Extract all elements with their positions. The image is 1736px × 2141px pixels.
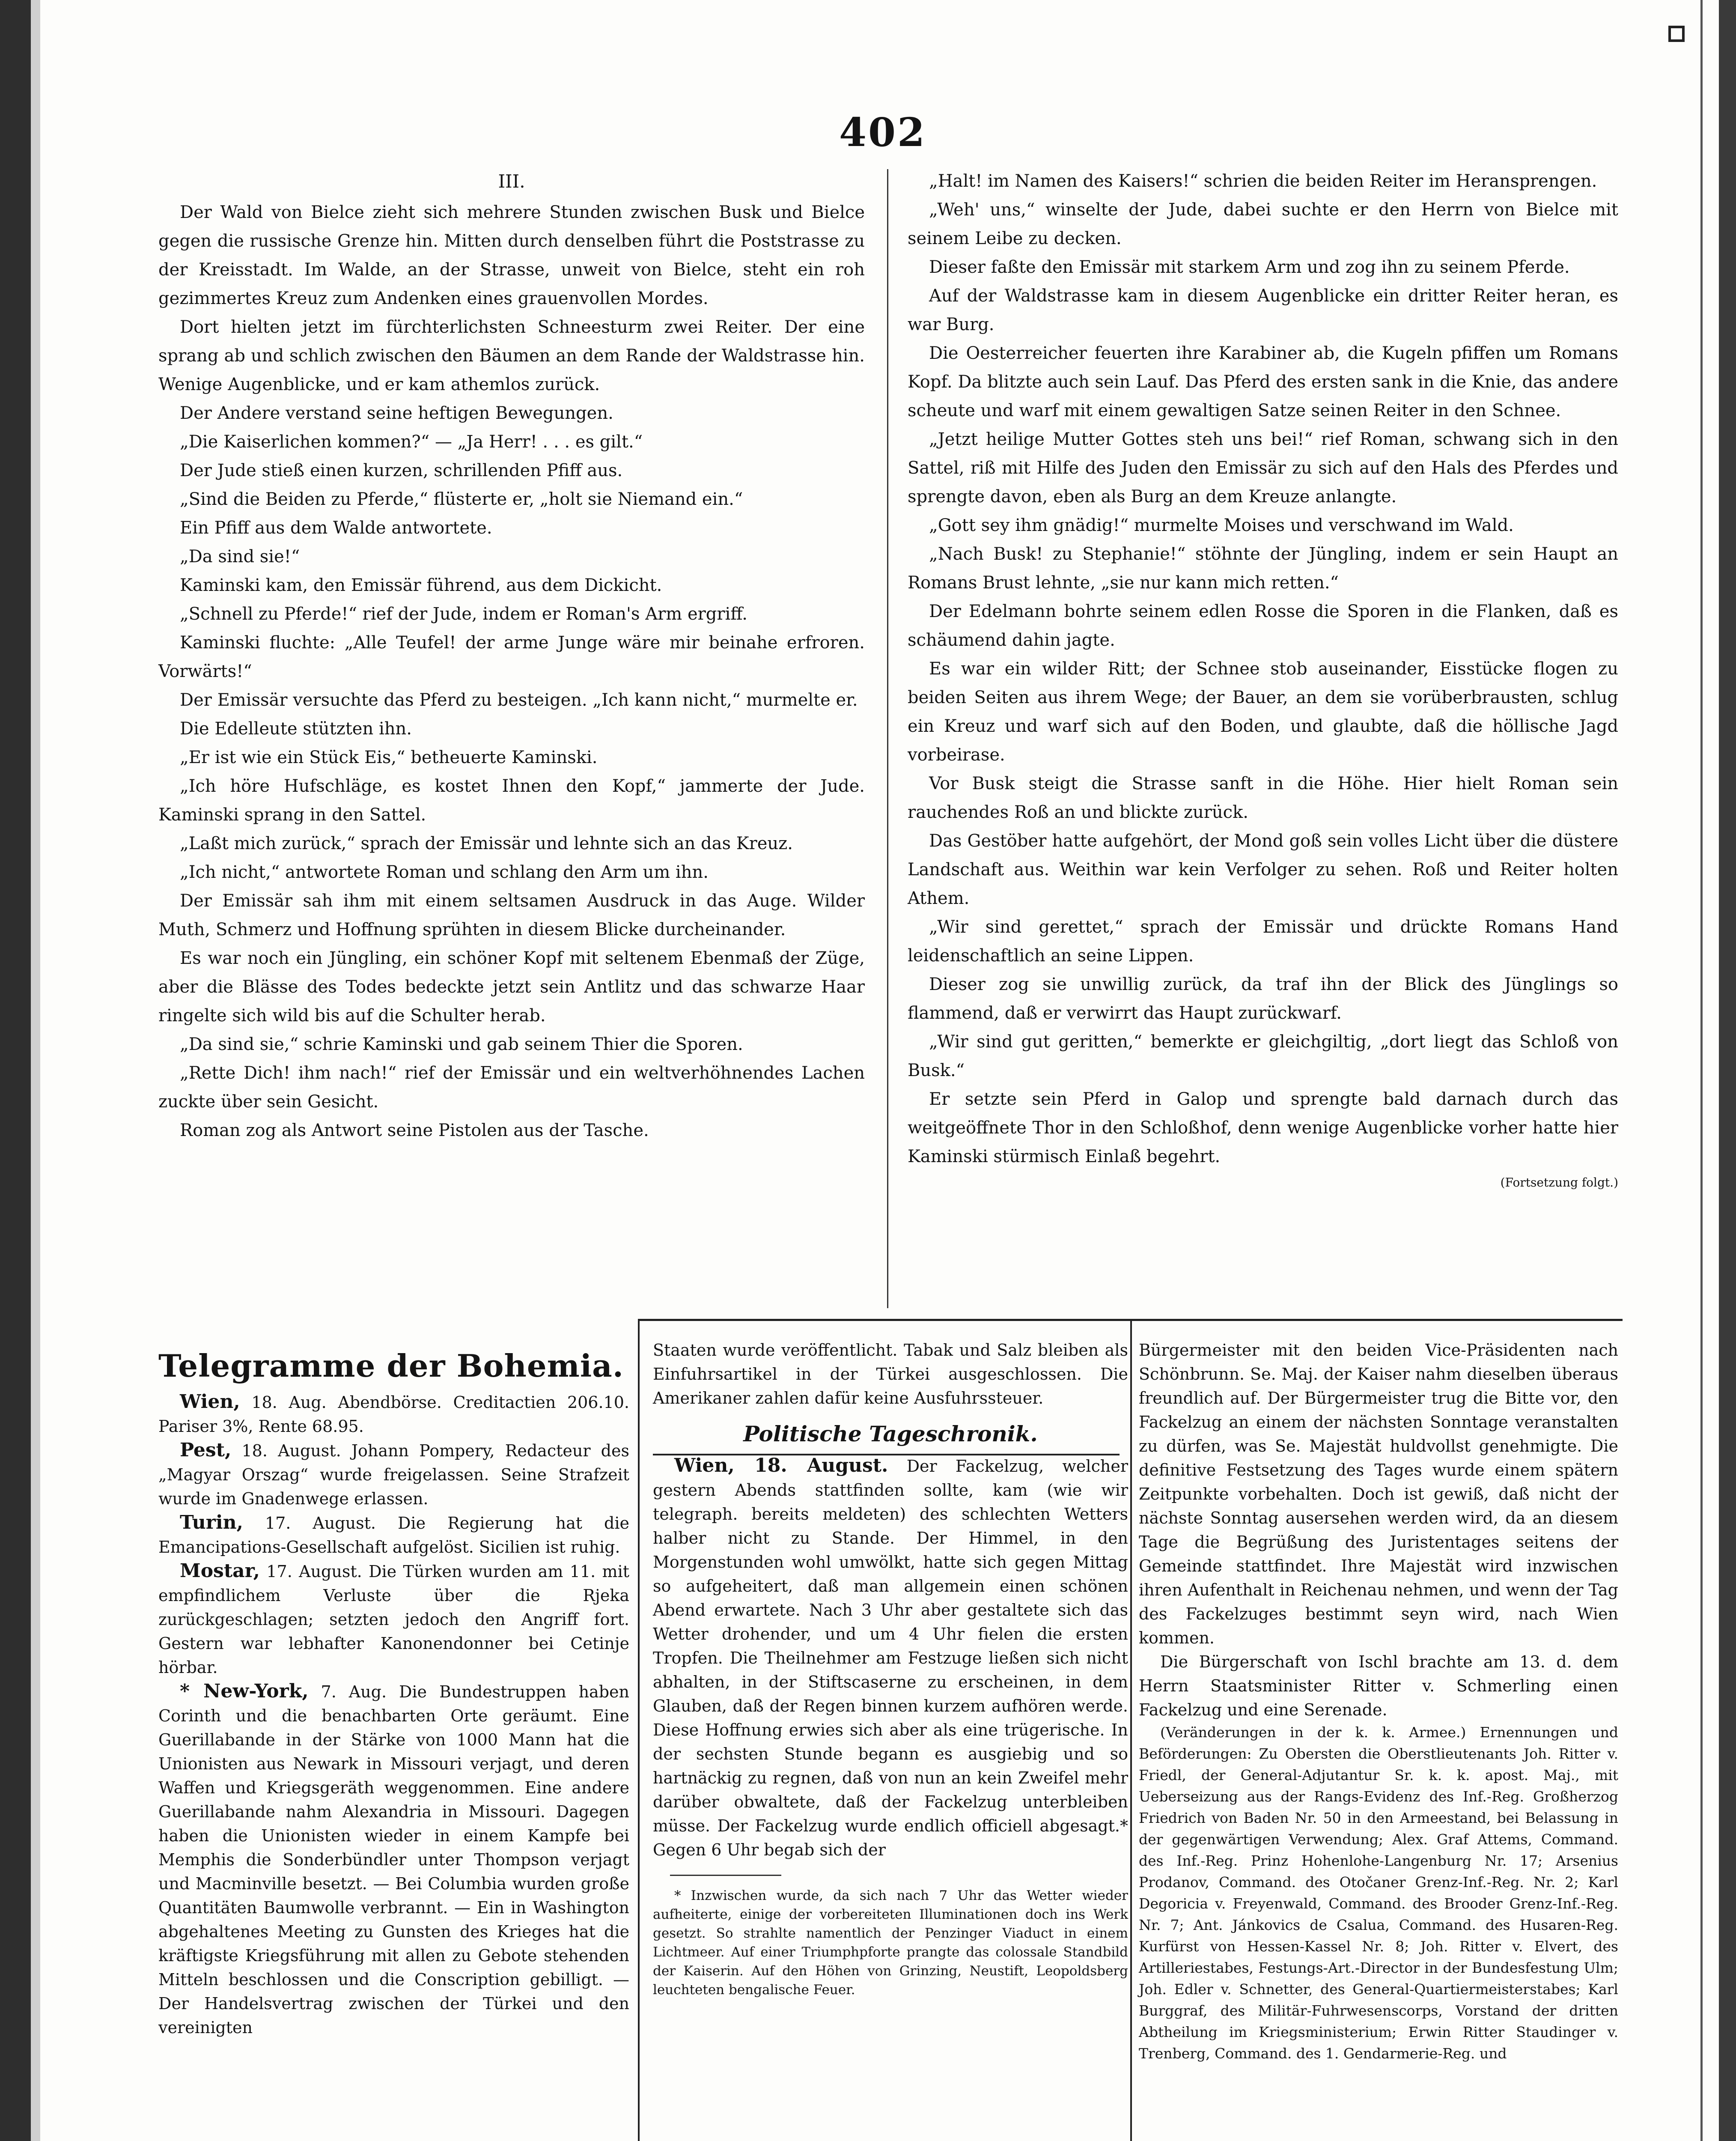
- story-paragraph: „Laßt mich zurück,“ sprach der Emissär und lehnte sich an das Kreuz.: [180, 834, 793, 853]
- story-paragraph: Der Edelmann bohrte seinem edlen Rosse die Sporen in die Flanken, daß es schäumend dahin jagte.: [908, 602, 1618, 650]
- telegram-list: [158, 1390, 629, 2040]
- news-right-column: [1139, 1338, 1618, 2064]
- story-paragraph: „Er ist wie ein Stück Eis,“ betheuerte Kaminski.: [180, 748, 598, 767]
- story-paragraph: Das Gestöber hatte aufgehört, der Mond goß sein volles Licht über die düstere Landschaft aus. Weithin war kein Verfolger zu sehen. Roß und Reiter holten Athem.: [908, 831, 1618, 908]
- scan-edge-left: [0, 0, 31, 2141]
- story-right-column: [908, 167, 1618, 1197]
- story-paragraph: Dort hielten jetzt im fürchterlichsten Schneesturm zwei Reiter. Der eine sprang ab und schlich zwischen den Bäumen an dem Rande der Waldstrasse hin. Wenige Augenblicke, und er kam athemlos zurück.: [158, 317, 865, 394]
- story-paragraph: Vor Busk steigt die Strasse sanft in die Höhe. Hier hielt Roman sein rauchendes Roß an und blickte zurück.: [908, 774, 1618, 822]
- story-paragraph: Auf der Waldstrasse kam in diesem Augenblicke ein dritter Reiter heran, es war Burg.: [908, 286, 1618, 334]
- registration-mark: [1668, 26, 1685, 42]
- telegram-item: [158, 1679, 629, 2040]
- news-paragraph-3: (Veränderungen in der k. k. Armee.) Ernennungen und Beförderungen: Zu Obersten die Oberstlieutenants Joh. Ritter v. Friedl, der General-Adjutantur Sr. k. k. apost. Maj., mit Ueberseizung aus der Rangs-Evidenz des Inf.-Reg. Großherzog Friedrich von Baden Nr. 50 in den Armeestand, bei Belassung in der gegenwärtigen Verwendung; Alex. Graf Attems, Command. des Inf.-Reg. Prinz Hohenlohe-Langenburg Nr. 17; Arsenius Prodanov, Command. des Otočaner Grenz-Inf.-Reg. Nr. 2; Karl Degoricia v. Freyenwald, Command. des Brooder Grenz-Inf.-Reg. Nr. 7; Ant. Jánkovics de Csalua, Command. des Husaren-Reg. Kurfürst von Hessen-Kassel Nr. 8; Joh. Ritter v. Elvert, des Artilleriestabes, Festungs-Art.-Director in der Bundesfestung Ulm; Joh. Edler v. Schnetter, des General-Quartiermeisterstabes; Karl Burggraf, des Militär-Fuhrwesenscorps, Vorstand der dritten Abtheilung im Kriegsministerium; Erwin Ritter Staudinger v. Trenberg, Command. des 1. Gendarmerie-Reg. und: [1139, 1724, 1618, 2062]
- chronik-heading: Politische Tageschronik.: [743, 1421, 1038, 1446]
- story-paragraph: „Da sind sie!“: [180, 547, 300, 567]
- telegram-place: Wien,: [180, 1391, 240, 1413]
- story-paragraph: Kaminski fluchte: „Alle Teufel! der arme Junge wäre mir beinahe erfroren. Vorwärts!“: [158, 633, 865, 681]
- telegram-text: 18. Aug. Abendbörse. Creditactien 206.10. Pariser 3%, Rente 68.95.: [158, 1393, 629, 1436]
- story-paragraph: Es war ein wilder Ritt; der Schnee stob auseinander, Eisstücke flogen zu beiden Seiten aus ihrem Wege; der Bauer, an dem sie vorüberbrausten, schlug ein Kreuz und warf sich auf den Boden, und glaubte, daß die höllische Jagd vorbeirase.: [908, 659, 1618, 765]
- story-paragraph: „Nach Busk! zu Stephanie!“ stöhnte der Jüngling, indem er sein Haupt an Romans Brust lehnte, „sie nur kann mich retten.“: [908, 544, 1618, 593]
- page-number: 402: [839, 109, 927, 155]
- telegram-item: [158, 1438, 629, 1511]
- scan-edge-right: [1719, 0, 1736, 2141]
- column-rule-right: [1130, 1319, 1132, 2141]
- chronik-column: [653, 1338, 1128, 1999]
- story-paragraph: Es war noch ein Jüngling, ein schöner Kopf mit seltenem Ebenmaß der Züge, aber die Blässe des Todes bedeckte jetzt sein Antlitz und das schwarze Haar ringelte sich wild bis auf die Schulter herab.: [158, 948, 865, 1026]
- story-paragraph: Roman zog als Antwort seine Pistolen aus der Tasche.: [180, 1121, 649, 1140]
- story-left-paragraphs: [158, 198, 865, 1145]
- story-paragraph: „Sind die Beiden zu Pferde,“ flüsterte er, „holt sie Niemand ein.“: [180, 489, 743, 509]
- story-paragraph: Die Edelleute stützten ihn.: [180, 719, 412, 739]
- section-heading: III.: [498, 171, 525, 192]
- continuation-text: Staaten wurde veröffentlicht. Tabak und Salz bleiben als Einfuhrsartikel in der Türkei ausgeschlossen. Die Amerikaner zahlen dafür keine Ausfuhrssteuer.: [653, 1341, 1128, 1407]
- story-paragraph: „Die Kaiserlichen kommen?“ — „Ja Herr! . . . es gilt.“: [180, 432, 643, 452]
- news-paragraph-1: Bürgermeister mit den beiden Vice-Präsidenten nach Schönbrunn. Se. Maj. der Kaiser nahm dieselben überaus freundlich auf. Der Bürgermeister trug die Bitte vor, den Fackelzug an einem der nächsten Sonntage veranstalten zu dürfen, was Se. Majestät huldvollst genehmigte. Die definitive Festsetzung des Tages wurde einem spätern Zeitpunkte vorbehalten. Doch ist gewiß, daß nicht der nächste Sonntag ausersehen werden wird, da an diesem Tage die Begrüßung des Juristentages seitens der Gemeinde stattfindet. Ihre Majestät wird inzwischen ihren Aufenthalt in Reichenau nehmen, und wenn der Tag des Fackelzuges bestimmt seyn wird, nach Wien kommen.: [1139, 1341, 1618, 1647]
- telegram-place: * New-York,: [180, 1680, 309, 1702]
- scan-edge-rule: [1700, 0, 1703, 2141]
- story-paragraph: „Wir sind gut geritten,“ bemerkte er gleichgiltig, „dort liegt das Schloß von Busk.“: [908, 1032, 1618, 1080]
- story-paragraph: „Wir sind gerettet,“ sprach der Emissär und drückte Romans Hand leidenschaftlich an seine Lippen.: [908, 917, 1618, 966]
- story-paragraph: „Gott sey ihm gnädig!“ murmelte Moises und verschwand im Wald.: [929, 516, 1514, 535]
- story-paragraph: „Halt! im Namen des Kaisers!“ schrien die beiden Reiter im Heransprengen.: [929, 171, 1597, 191]
- chronik-place: Wien, 18. August.: [674, 1455, 888, 1476]
- story-paragraph: Kaminski kam, den Emissär führend, aus dem Dickicht.: [180, 576, 662, 595]
- story-paragraph: Der Emissär versuchte das Pferd zu besteigen. „Ich kann nicht,“ murmelte er.: [180, 690, 858, 710]
- story-paragraph: „Rette Dich! ihm nach!“ rief der Emissär und ein weltverhöhnendes Lachen zuckte über sein Gesicht.: [158, 1063, 865, 1112]
- telegram-text: 17. August. Die Regierung hat die Emancipations-Gesellschaft aufgelöst. Sicilien ist ruhig.: [158, 1514, 629, 1557]
- continuation-note: [908, 1167, 1618, 1197]
- story-paragraph: Der Emissär sah ihm mit einem seltsamen Ausdruck in das Auge. Wilder Muth, Schmerz und Hoffnung sprühten in diesem Blicke durcheinander.: [158, 891, 865, 939]
- telegram-text: 18. August. Johann Pompery, Redacteur des „Magyar Orszag“ wurde freigelassen. Seine Strafzeit wurde im Gnadenwege erlassen.: [158, 1441, 629, 1508]
- story-left-column: [158, 167, 865, 1145]
- telegram-text: 17. August. Die Türken wurden am 11. mit empfindlichem Verluste über die Rjeka zurückgeschlagen; setzten jedoch den Angriff fort. Gestern war lebhafter Kanonendonner bei Cetinje hörbar.: [158, 1562, 629, 1677]
- story-paragraph: „Ich nicht,“ antwortete Roman und schlang den Arm um ihn.: [180, 862, 709, 882]
- telegram-text: 7. Aug. Die Bundestruppen haben Corinth und die benachbarten Orte geräumt. Eine Guerillabande in der Stärke von 1000 Mann hat die Unionisten aus Newark in Missouri verjagt, und deren Waffen und Kriegsgeräth weggenommen. Eine andere Guerillabande nahm Alexandria in Missouri. Dagegen haben die Unionisten wieder in einem Kampfe bei Memphis die Sonderbündler unter Thompson verjagt und Macminville besetzt. — Bei Columbia wurden große Quantitäten Baumwolle verbrannt. — Ein in Washington abgehaltenes Meeting zu Gunsten des Krieges hat die kräftigste Kriegsführung mit allen zu Gebote stehenden Mitteln beschlossen und die Conscription gebilligt. — Der Handelsvertrag zwischen der Türkei und den vereinigten: [158, 1682, 629, 2037]
- story-paragraph: Der Jude stieß einen kurzen, schrillenden Pfiff aus.: [180, 461, 623, 480]
- footnote-rule: [670, 1875, 781, 1876]
- telegram-column: [158, 1345, 629, 2040]
- telegram-item: [158, 1511, 629, 1559]
- story-paragraph: Die Oesterreicher feuerten ihre Karabiner ab, die Kugeln pfiffen um Romans Kopf. Da blitzte auch sein Lauf. Das Pferd des ersten sank in die Knie, das andere scheute und warf mit einem gewaltigen Satze seinen Reiter in den Schnee.: [908, 343, 1618, 420]
- story-paragraph: „Da sind sie,“ schrie Kaminski und gab seinem Thier die Sporen.: [180, 1035, 743, 1054]
- column-rule-left: [638, 1319, 640, 2141]
- telegram-place: Turin,: [180, 1512, 243, 1533]
- story-paragraph: „Weh' uns,“ winselte der Jude, dabei suchte er den Herrn von Bielce mit seinem Leibe zu decken.: [908, 200, 1618, 248]
- telegram-place: Mostar,: [180, 1560, 260, 1582]
- story-right-paragraphs: [908, 167, 1618, 1171]
- telegram-heading: Telegramme der Bohemia.: [158, 1348, 624, 1384]
- story-paragraph: Dieser faßte den Emissär mit starkem Arm und zog ihn zu seinem Pferde.: [929, 257, 1570, 277]
- chronik-paragraph: [653, 1454, 1128, 1862]
- story-paragraph: Der Wald von Bielce zieht sich mehrere Stunden zwischen Busk und Bielce gegen die russische Grenze hin. Mitten durch denselben führt die Poststrasse zu der Kreisstadt. Im Walde, an der Strasse, unweit von Bielce, steht ein roh gezimmertes Kreuz zum Andenken eines grauenvollen Mordes.: [158, 203, 865, 308]
- news-paragraph-2: Die Bürgerschaft von Ischl brachte am 13. d. dem Herrn Staatsminister Ritter v. Schmerling einen Fackelzug und eine Serenade.: [1139, 1652, 1618, 1719]
- telegram-item: [158, 1559, 629, 1679]
- story-paragraph: Der Andere verstand seine heftigen Bewegungen.: [180, 403, 613, 423]
- story-paragraph: Dieser zog sie unwillig zurück, da traf ihn der Blick des Jünglings so flammend, daß er verwirrt das Haupt zurückwarf.: [908, 975, 1618, 1023]
- story-paragraph: „Jetzt heilige Mutter Gottes steh uns bei!“ rief Roman, schwang sich in den Sattel, riß mit Hilfe des Juden den Emissär zu sich auf den Hals des Pferdes und sprengte davon, eben als Burg an dem Kreuze anlangte.: [908, 429, 1618, 507]
- story-paragraph: Er setzte sein Pferd in Galop und sprengte bald darnach durch das weitgeöffnete Thor in den Schloßhof, denn wenige Augenblicke vorher hatte hier Kaminski stürmisch Einlaß begehrt.: [908, 1089, 1618, 1166]
- story-paragraph: „Schnell zu Pferde!“ rief der Jude, indem er Roman's Arm ergriff.: [180, 604, 747, 624]
- continuation-note-text: (Fortsetzung folgt.): [1500, 1175, 1618, 1190]
- scan-binding-shadow: [31, 0, 40, 2141]
- story-paragraph: „Ich höre Hufschläge, es kostet Ihnen den Kopf,“ jammerte der Jude. Kaminski sprang in den Sattel.: [158, 776, 865, 825]
- chronik-text: Der Fackelzug, welcher gestern Abends stattfinden sollte, kam (wie wir telegraph. bereits meldeten) des schlechten Wetters halber nicht zu Stande. Der Himmel, in den Morgenstunden wohl umwölkt, hatte sich gegen Mittag so aufgeheitert, daß man allgemein einen schönen Abend erwartete. Nach 3 Uhr aber gestaltete sich das Wetter drohender, und um 4 Uhr fielen die ersten Tropfen. Die Theilnehmer am Festzuge ließen sich nicht abhalten, in der Stiftscaserne zu erscheinen, in dem Glauben, daß der Regen binnen kurzem aufhören werde. Diese Hoffnung erwies sich aber als eine trügerische. In der sechsten Stunde begann es ausgiebig und so hartnäckig zu regnen, daß von nun an kein Zweifel mehr darüber obwaltete, daß der Fackelzug unterbleiben müsse. Der Fackelzug wurde endlich officiell abgesagt.* Gegen 6 Uhr begab sich der: [653, 1457, 1128, 1859]
- footnote: * Inzwischen wurde, da sich nach 7 Uhr das Wetter wieder aufheiterte, einige der vorbereiteten Illuminationen doch ins Werk gesetzt. So strahlte namentlich der Penzinger Viaduct in einem Lichtmeer. Auf einer Triumphpforte prangte das colossale Standbild der Kaiserin. Auf den Höhen von Grinzing, Neustift, Leopoldsberg leuchteten bengalische Feuer.: [653, 1888, 1128, 1998]
- telegram-item: [158, 1390, 629, 1438]
- telegram-place: Pest,: [180, 1439, 232, 1461]
- story-paragraph: Ein Pfiff aus dem Walde antwortete.: [180, 518, 492, 538]
- column-divider: [887, 169, 888, 1308]
